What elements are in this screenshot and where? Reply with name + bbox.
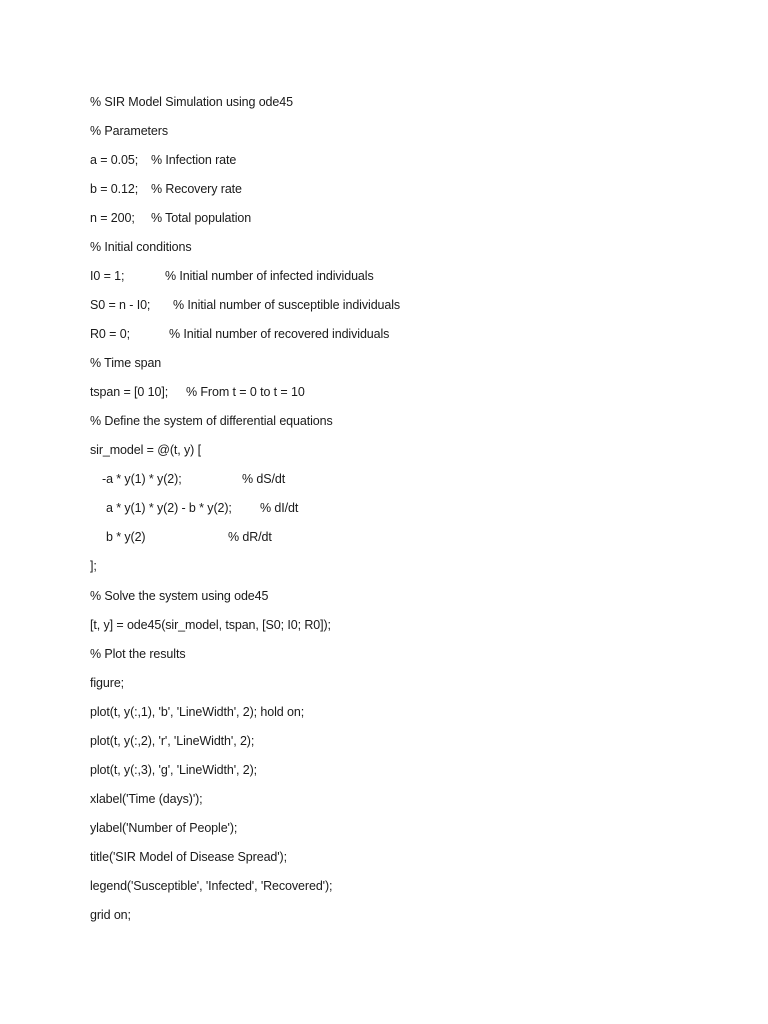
code-comment: % Initial number of infected individuals xyxy=(165,269,374,283)
code-line xyxy=(90,527,272,547)
code-text: sir_model = @(t, y) [ xyxy=(90,443,201,457)
code-line xyxy=(90,295,401,315)
code-text: % Initial conditions xyxy=(90,240,192,254)
code-line xyxy=(90,586,269,606)
code-text: I0 = 1; xyxy=(90,269,125,283)
code-line xyxy=(90,382,305,402)
code-line xyxy=(90,905,131,925)
code-line xyxy=(90,150,237,170)
code-text: b = 0.12; xyxy=(90,182,139,196)
code-line xyxy=(90,353,162,373)
code-line xyxy=(90,556,104,576)
code-text: % Define the system of differential equations xyxy=(90,414,333,428)
code-text: % Plot the results xyxy=(90,647,186,661)
code-line xyxy=(90,92,293,112)
code-line xyxy=(90,324,390,344)
code-comment: % Initial number of susceptible individuals xyxy=(173,298,401,312)
code-line xyxy=(90,208,252,228)
code-line xyxy=(90,179,242,199)
code-text: b * y(2) xyxy=(106,530,146,544)
code-comment: % Total population xyxy=(151,211,252,225)
code-text: xlabel('Time (days)'); xyxy=(90,792,203,806)
code-text: plot(t, y(:,1), 'b', 'LineWidth', 2); hold on; xyxy=(90,705,305,719)
code-line xyxy=(90,121,168,141)
code-comment: % Recovery rate xyxy=(151,182,242,196)
code-line xyxy=(90,673,125,693)
code-text: % Parameters xyxy=(90,124,168,138)
code-line xyxy=(90,818,238,838)
code-text: a * y(1) * y(2) - b * y(2); xyxy=(106,501,232,515)
code-comment: % dS/dt xyxy=(242,472,286,486)
code-line xyxy=(90,615,331,635)
code-line xyxy=(90,237,192,257)
code-line xyxy=(90,760,258,780)
code-line xyxy=(90,644,186,664)
code-comment: % dR/dt xyxy=(228,530,272,544)
code-line xyxy=(90,469,286,489)
code-text: % SIR Model Simulation using ode45 xyxy=(90,95,293,109)
code-text: ]; xyxy=(90,559,97,573)
code-text: S0 = n - I0; xyxy=(90,298,151,312)
code-line xyxy=(90,847,287,867)
code-line xyxy=(90,876,333,896)
code-line xyxy=(90,440,201,460)
code-line xyxy=(90,266,374,286)
code-text: R0 = 0; xyxy=(90,327,130,341)
code-line xyxy=(90,498,299,518)
code-comment: % From t = 0 to t = 10 xyxy=(186,385,305,399)
code-text: figure; xyxy=(90,676,125,690)
code-text: n = 200; xyxy=(90,211,135,225)
code-comment: % dI/dt xyxy=(260,501,299,515)
code-text: a = 0.05; xyxy=(90,153,139,167)
code-text: -a * y(1) * y(2); xyxy=(102,472,182,486)
code-text: grid on; xyxy=(90,908,131,922)
code-text: tspan = [0 10]; xyxy=(90,385,169,399)
code-text: % Solve the system using ode45 xyxy=(90,589,269,603)
code-text: [t, y] = ode45(sir_model, tspan, [S0; I0; R0]); xyxy=(90,618,331,632)
code-text: ylabel('Number of People'); xyxy=(90,821,238,835)
code-comment: % Initial number of recovered individuals xyxy=(169,327,390,341)
code-line xyxy=(90,789,203,809)
code-text: % Time span xyxy=(90,356,162,370)
code-comment: % Infection rate xyxy=(151,153,237,167)
code-text: legend('Susceptible', 'Infected', 'Recovered'); xyxy=(90,879,333,893)
code-text: title('SIR Model of Disease Spread'); xyxy=(90,850,287,864)
code-line xyxy=(90,702,305,722)
code-line xyxy=(90,411,333,431)
code-text: plot(t, y(:,3), 'g', 'LineWidth', 2); xyxy=(90,763,258,777)
code-text: plot(t, y(:,2), 'r', 'LineWidth', 2); xyxy=(90,734,255,748)
code-line xyxy=(90,731,255,751)
